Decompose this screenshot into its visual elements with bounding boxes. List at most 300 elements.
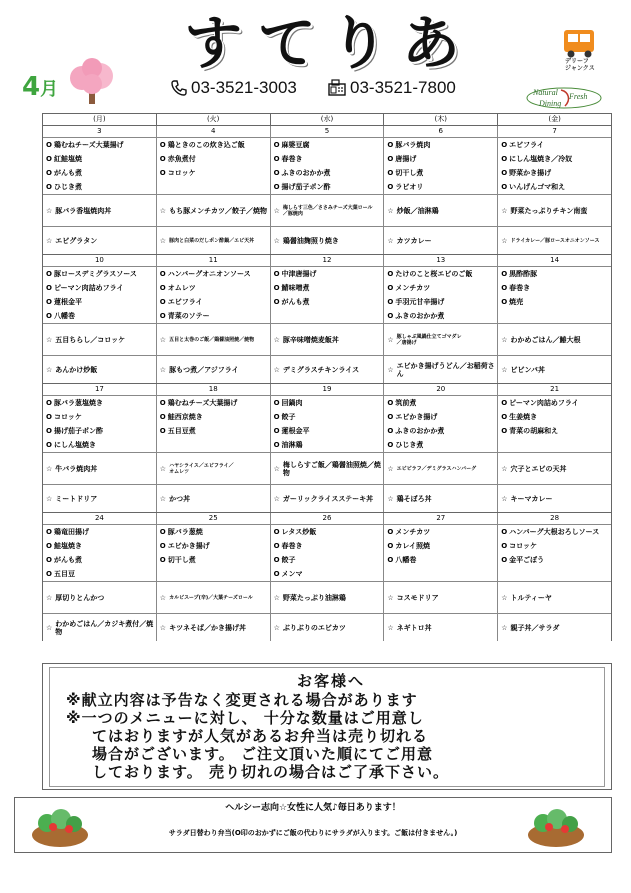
special-bento-name: 野菜たっぷりチキン南蛮 — [510, 206, 588, 215]
item-marker: O — [273, 169, 280, 177]
item-marker: O — [273, 298, 280, 306]
side-dish-item — [43, 267, 156, 281]
star-icon: ☆ — [387, 623, 394, 632]
day-cell-mon — [43, 525, 157, 641]
side-dish-item — [384, 438, 497, 452]
side-dish-item — [498, 410, 611, 424]
star-icon: ☆ — [387, 206, 394, 215]
special-bento-name: かつ丼 — [169, 494, 191, 503]
side-dish-name: 蓮根金平 — [281, 427, 310, 435]
truck-logo-label-line1: デリーフ — [565, 58, 589, 65]
side-dish-item — [271, 396, 384, 410]
side-dish-name: エビかき揚げ — [167, 542, 210, 550]
special-bento-name: ビビンバ丼 — [510, 365, 545, 374]
item-marker: O — [46, 570, 52, 578]
special-bento-name: カルビスープ(辛)／大葉チーズロール — [169, 594, 253, 601]
special-bento-name: デミグラスチキンライス — [282, 365, 360, 374]
side-dish-name: 回鍋肉 — [281, 399, 303, 407]
weeks-container — [42, 125, 612, 641]
side-dish-item — [498, 525, 611, 539]
special-bento-item — [271, 452, 384, 484]
side-dish-item — [271, 281, 384, 295]
side-dish-item — [271, 180, 384, 194]
side-dish-item — [384, 424, 497, 438]
side-dish-name: 金平ごぼう — [509, 556, 545, 564]
special-bento-item — [43, 323, 156, 355]
item-marker: O — [501, 155, 508, 163]
side-dish-item — [157, 396, 270, 410]
special-bento-item — [498, 581, 611, 613]
special-bento-name: ドライカレー／豚ロースオニオンソース — [510, 237, 600, 244]
item-marker: O — [46, 528, 52, 536]
side-dish-name: 野菜かき揚げ — [509, 169, 552, 177]
special-bento-item — [157, 226, 270, 254]
side-dish-item — [271, 295, 384, 309]
side-dish-item — [271, 138, 384, 152]
weekday-header-row — [42, 113, 612, 125]
side-dish-item — [157, 539, 270, 553]
date-row — [43, 384, 611, 396]
item-marker: O — [46, 270, 52, 278]
notice-line-5: しております。 売り切れの場合はご了承下さい。 — [92, 763, 450, 781]
star-icon: ☆ — [46, 464, 53, 473]
item-marker: O — [46, 141, 52, 149]
side-dish-item — [43, 309, 156, 323]
special-bento-name: コスモドリア — [396, 593, 439, 602]
side-dish-item — [384, 281, 497, 295]
day-cell-mon — [43, 138, 157, 254]
notice-line-1: ※献立内容は予告なく変更される場合があります — [66, 691, 418, 709]
special-bento-name: もち豚メンチカツ／餃子／焼物 — [169, 206, 267, 215]
cherry-blossom-tree-icon — [66, 58, 118, 106]
date-number-thu: 6 — [384, 126, 498, 137]
side-dish-name: 鯖味噌煮 — [281, 284, 310, 292]
side-dish-name: 青菜の胡麻和え — [509, 427, 559, 435]
special-bento-item — [157, 452, 270, 484]
special-bento-item — [157, 323, 270, 355]
date-number-thu: 27 — [384, 513, 498, 524]
item-marker: O — [159, 270, 166, 278]
side-dish-name: たけのこと桜エビのご飯 — [395, 270, 473, 278]
special-bento-name: 豚もつ煮／アジフライ — [169, 365, 239, 374]
side-dish-item — [43, 553, 156, 567]
side-dish-item — [43, 138, 156, 152]
truck-logo-label — [565, 58, 595, 72]
side-dish-name: 鶏むねチーズ大葉揚げ — [53, 141, 124, 149]
star-icon: ☆ — [46, 365, 53, 374]
item-marker: O — [273, 427, 280, 435]
side-dish-item — [498, 567, 611, 581]
side-dish-item — [498, 295, 611, 309]
item-marker: O — [273, 399, 280, 407]
truck-logo-label-line2: ジャンクス — [565, 65, 595, 72]
weekday-mon: (月) — [43, 114, 157, 125]
notice-line-3: てはおりますが人気があるお弁当は売り切れる — [92, 727, 429, 745]
side-dish-name: ひじき煮 — [53, 183, 82, 191]
side-dish-name: ふきのおかか煮 — [281, 169, 331, 177]
side-dish-name: にしん塩焼き／冷奴 — [509, 155, 573, 163]
date-row — [43, 126, 611, 138]
special-bento-item — [384, 484, 497, 512]
customer-notice — [42, 663, 612, 790]
star-icon: ☆ — [501, 464, 508, 473]
side-dish-item — [271, 152, 384, 166]
side-dish-item — [271, 166, 384, 180]
star-icon: ☆ — [387, 593, 394, 602]
side-dish-name: ハンバーグ大根おろしソース — [509, 528, 600, 536]
side-dish-name: 手羽元甘辛揚げ — [395, 298, 445, 306]
item-marker: O — [46, 441, 52, 449]
special-bento-name: 五目ちらし／コロッケ — [55, 335, 126, 344]
date-number-fri: 14 — [550, 256, 560, 264]
side-dish-name: 五目豆煮 — [167, 427, 196, 435]
date-number-tue: 25 — [157, 513, 271, 524]
item-marker: O — [387, 441, 394, 449]
side-dish-name: がんも煮 — [53, 556, 82, 564]
special-bento-name: エビかき揚げうどん／お稲荷さん — [396, 361, 495, 378]
month-label — [22, 72, 58, 102]
day-cell-fri — [498, 138, 611, 254]
day-cell-wed — [271, 396, 385, 512]
special-bento-item — [498, 452, 611, 484]
side-dish-name: 鮭西京焼き — [167, 413, 203, 421]
item-marker: O — [159, 141, 166, 149]
item-marker: O — [46, 183, 52, 191]
side-dish-name: 春巻き — [281, 155, 303, 163]
special-bento-name: ガーリックライスステーキ丼 — [282, 494, 374, 503]
day-cell-wed — [271, 267, 385, 383]
side-dish-name: 鶏むねチーズ大葉揚げ — [167, 399, 238, 407]
special-bento-item — [384, 581, 497, 613]
side-dish-name: ピーマン肉詰めフライ — [509, 399, 579, 407]
item-marker: O — [46, 298, 52, 306]
item-marker: O — [273, 542, 280, 550]
day-cell-thu — [384, 138, 498, 254]
item-marker: O — [387, 183, 394, 191]
side-dish-item — [43, 396, 156, 410]
side-dish-name: ハンバーグオニオンソース — [167, 270, 251, 278]
item-marker: O — [159, 542, 166, 550]
side-dish-item — [43, 567, 156, 581]
notice-line-2: ※一つのメニューに対し、 十分な数量はご用意し — [66, 709, 424, 727]
special-bento-name: 牛バラ焼肉丼 — [55, 464, 98, 473]
day-cell-tue — [157, 396, 271, 512]
side-dish-name: メンマ — [281, 570, 303, 578]
logo-word-natural: Natural — [533, 88, 558, 97]
special-bento-item — [271, 226, 384, 254]
star-icon: ☆ — [501, 494, 508, 503]
item-marker: O — [387, 270, 394, 278]
item-marker: O — [46, 399, 52, 407]
star-icon: ☆ — [501, 365, 508, 374]
item-marker: O — [501, 169, 508, 177]
weekday-tue: (火) — [157, 114, 271, 125]
side-dish-item — [157, 567, 270, 581]
star-icon: ☆ — [273, 236, 280, 245]
star-icon: ☆ — [159, 623, 167, 632]
side-dish-item — [43, 525, 156, 539]
week-block — [42, 125, 612, 254]
special-bento-item — [43, 484, 156, 512]
side-dish-item — [157, 553, 270, 567]
side-dish-item — [384, 152, 497, 166]
item-marker: O — [46, 427, 52, 435]
special-bento-name: 炒飯／油淋鶏 — [396, 206, 439, 215]
side-dish-name: 豚ロースデミグラスソース — [53, 270, 137, 278]
star-icon: ☆ — [273, 464, 280, 473]
star-icon: ☆ — [159, 236, 167, 245]
side-dish-item — [498, 281, 611, 295]
side-dish-name: 餃子 — [281, 413, 296, 421]
date-number-tue: 4 — [157, 126, 271, 137]
item-marker: O — [501, 284, 508, 292]
side-dish-item — [384, 539, 497, 553]
special-bento-name: 野菜たっぷり油淋鶏 — [282, 593, 346, 602]
menu-cells-row — [43, 396, 611, 512]
item-marker: O — [273, 284, 280, 292]
special-bento-name: ぶりぶりのエビカツ — [282, 623, 346, 632]
side-dish-name: がんも煮 — [53, 169, 82, 177]
special-bento-item — [157, 484, 270, 512]
item-marker: O — [273, 141, 280, 149]
star-icon: ☆ — [159, 494, 167, 503]
side-dish-item — [498, 553, 611, 567]
special-bento-name: 豚バラ香塩焼肉丼 — [55, 206, 112, 215]
side-dish-item — [498, 166, 611, 180]
special-bento-item — [271, 355, 384, 383]
date-number-fri: 28 — [550, 514, 560, 522]
item-marker: O — [501, 542, 508, 550]
special-bento-item — [498, 355, 611, 383]
special-bento-name: 鶏醤油麹照り焼き — [282, 236, 339, 245]
special-bento-item — [384, 355, 497, 383]
side-dish-item — [384, 396, 497, 410]
item-marker: O — [46, 542, 52, 550]
side-dish-item — [384, 567, 497, 581]
side-dish-name: 五目豆 — [53, 570, 75, 578]
month-number: 4 — [22, 72, 41, 102]
day-cell-thu — [384, 267, 498, 383]
side-dish-name: 春巻き — [281, 542, 303, 550]
side-dish-name: ひじき煮 — [395, 441, 424, 449]
day-cell-mon — [43, 267, 157, 383]
side-dish-item — [498, 309, 611, 323]
special-bento-item — [498, 323, 611, 355]
week-block — [42, 254, 612, 383]
special-bento-name: わかめごはん／鰆大根 — [510, 335, 581, 344]
side-dish-item — [43, 180, 156, 194]
special-bento-item — [157, 613, 270, 641]
side-dish-name: 蓮根金平 — [53, 298, 82, 306]
special-bento-item — [498, 226, 611, 254]
side-dish-item — [271, 567, 384, 581]
item-marker: O — [501, 528, 508, 536]
side-dish-name: レタス炒飯 — [281, 528, 317, 536]
side-dish-name: 豚バラ焼肉 — [395, 141, 431, 149]
side-dish-item — [271, 410, 384, 424]
star-icon: ☆ — [273, 335, 280, 344]
date-number-wed: 19 — [271, 384, 385, 395]
special-bento-item — [384, 323, 497, 355]
side-dish-item — [157, 410, 270, 424]
star-icon: ☆ — [501, 593, 508, 602]
item-marker: O — [159, 399, 166, 407]
item-marker: O — [273, 570, 280, 578]
day-cell-thu — [384, 525, 498, 641]
special-bento-name: エビピラフ／デミグラスハンバーグ — [396, 465, 477, 472]
special-bento-name: 豚肉と白菜のだしポン酢鍋／エビ天丼 — [169, 237, 255, 244]
side-dish-name: 切干し煮 — [395, 169, 424, 177]
side-dish-item — [157, 281, 270, 295]
side-dish-item — [384, 553, 497, 567]
side-dish-name: 豚バラ葱塩焼き — [53, 399, 103, 407]
side-dish-name: カレイ照焼 — [395, 542, 430, 550]
star-icon: ☆ — [46, 206, 53, 215]
side-dish-name: ピーマン肉詰めフライ — [53, 284, 124, 292]
weekday-wed: (水) — [271, 114, 385, 125]
special-bento-name: 穴子とエビの天丼 — [510, 464, 567, 473]
special-bento-name: エビグラタン — [55, 236, 98, 245]
natural-fresh-dining-logo — [525, 86, 603, 110]
logo-word-dining: Dining — [539, 99, 562, 108]
star-icon: ☆ — [387, 365, 394, 374]
date-number-thu: 20 — [384, 384, 498, 395]
day-cell-tue — [157, 267, 271, 383]
star-icon: ☆ — [46, 593, 53, 602]
item-marker: O — [159, 413, 166, 421]
item-marker: O — [387, 298, 394, 306]
special-bento-item — [384, 452, 497, 484]
star-icon: ☆ — [46, 494, 53, 503]
side-dish-item — [384, 180, 497, 194]
special-bento-name: 鶏そぼろ丼 — [396, 494, 432, 503]
side-dish-name: 切干し煮 — [167, 556, 196, 564]
side-dish-item — [157, 309, 270, 323]
special-bento-item — [271, 323, 384, 355]
side-dish-item — [384, 525, 497, 539]
date-number-wed: 12 — [271, 255, 385, 266]
menu-cells-row — [43, 525, 611, 641]
side-dish-name: コロッケ — [167, 169, 196, 177]
item-marker: O — [501, 427, 508, 435]
side-dish-name: 揚げ茄子ポン酢 — [281, 183, 331, 191]
special-bento-name: 五目と太巻のご飯／鶏醤油照焼／焼物 — [169, 336, 255, 343]
star-icon: ☆ — [159, 365, 167, 374]
star-icon: ☆ — [273, 623, 280, 632]
special-bento-name: あんかけ炒飯 — [55, 365, 98, 374]
day-cell-tue — [157, 525, 271, 641]
item-marker: O — [159, 169, 166, 177]
side-dish-name: 赤魚煮付 — [167, 155, 196, 163]
special-bento-item — [498, 484, 611, 512]
side-dish-item — [43, 281, 156, 295]
footer-headline: ヘルシー志向☆女性に人気♪毎日あります！ — [225, 803, 401, 813]
item-marker: O — [501, 556, 508, 564]
side-dish-name: コロッケ — [53, 413, 82, 421]
item-marker: O — [159, 298, 166, 306]
star-icon: ☆ — [159, 335, 167, 344]
item-marker: O — [273, 270, 280, 278]
day-cell-tue — [157, 138, 271, 254]
weekly-menu-calendar — [42, 113, 612, 641]
store-logo-title: すてりあ — [184, 9, 474, 77]
side-dish-name: 焼売 — [509, 298, 524, 306]
side-dish-item — [157, 138, 270, 152]
side-dish-item — [271, 438, 384, 452]
phone-icon — [170, 79, 188, 97]
side-dish-name: コロッケ — [509, 542, 538, 550]
side-dish-item — [43, 424, 156, 438]
item-marker: O — [501, 141, 508, 149]
side-dish-item — [384, 166, 497, 180]
star-icon: ☆ — [273, 365, 280, 374]
side-dish-item — [498, 152, 611, 166]
side-dish-name: 中津唐揚げ — [281, 270, 317, 278]
side-dish-item — [157, 438, 270, 452]
side-dish-name: 鮭塩焼き — [53, 542, 82, 550]
special-bento-item — [384, 613, 497, 641]
item-marker: O — [501, 399, 508, 407]
day-cell-fri — [498, 396, 611, 512]
item-marker: O — [387, 169, 394, 177]
special-bento-name: キツネそば／かき揚げ丼 — [169, 623, 246, 632]
side-dish-name: 唐揚げ — [395, 155, 417, 163]
side-dish-name: ふきのおかか煮 — [395, 312, 445, 320]
side-dish-item — [157, 152, 270, 166]
star-icon: ☆ — [159, 206, 167, 215]
side-dish-item — [271, 424, 384, 438]
side-dish-name: エビかき揚げ — [395, 413, 438, 421]
date-number-mon: 3 — [43, 126, 157, 137]
star-icon: ☆ — [501, 206, 508, 215]
page-header — [0, 0, 631, 112]
item-marker: O — [387, 312, 394, 320]
side-dish-item — [157, 166, 270, 180]
date-number-tue: 18 — [157, 384, 271, 395]
side-dish-item — [384, 410, 497, 424]
item-marker: O — [159, 427, 166, 435]
side-dish-name: 鶏竜田揚げ — [53, 528, 89, 536]
day-cell-fri — [498, 267, 611, 383]
star-icon: ☆ — [273, 206, 280, 215]
side-dish-name: 黒酢酢豚 — [509, 270, 538, 278]
side-dish-item — [271, 267, 384, 281]
side-dish-name: 麻婆豆腐 — [281, 141, 310, 149]
side-dish-name: 筑前煮 — [395, 399, 417, 407]
weekday-thu: (木) — [384, 114, 498, 125]
side-dish-name: メンチカツ — [395, 528, 431, 536]
side-dish-name: 餃子 — [281, 556, 296, 564]
side-dish-item — [498, 396, 611, 410]
special-bento-item — [43, 226, 156, 254]
side-dish-name: 油淋鶏 — [281, 441, 303, 449]
star-icon: ☆ — [273, 593, 280, 602]
special-bento-item — [43, 194, 156, 226]
side-dish-item — [498, 424, 611, 438]
special-bento-name: 梅しらす三色／ささみチーズ大葉ロール ／豚焼肉 — [282, 204, 373, 217]
star-icon: ☆ — [159, 593, 167, 602]
special-bento-item — [43, 355, 156, 383]
side-dish-name: オムレツ — [167, 284, 196, 292]
date-number-fri: 21 — [550, 385, 560, 393]
date-number-mon: 10 — [43, 255, 157, 266]
item-marker: O — [159, 312, 166, 320]
special-bento-name: 厚切りとんかつ — [55, 593, 105, 602]
side-dish-item — [384, 295, 497, 309]
day-cell-wed — [271, 525, 385, 641]
side-dish-item — [271, 539, 384, 553]
star-icon: ☆ — [501, 623, 508, 632]
